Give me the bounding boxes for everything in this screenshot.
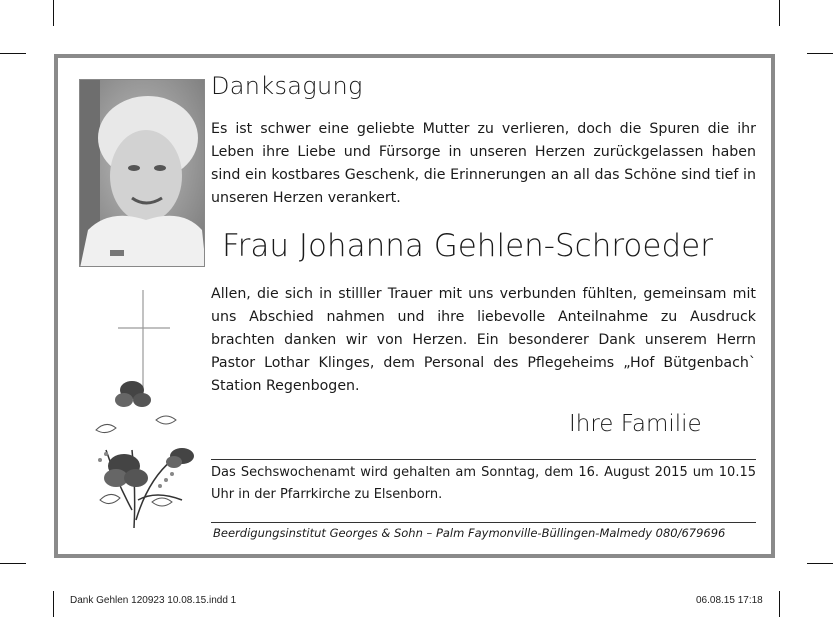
crop-mark xyxy=(0,563,26,564)
funeral-home-line: Beerdigungsinstitut Georges & Sohn – Palm Faymonville-Büllingen-Malmedy 080/679696 xyxy=(213,526,726,540)
deceased-name: Frau Johanna Gehlen-Schroeder xyxy=(222,228,713,264)
divider xyxy=(211,522,756,523)
mass-notice: Das Sechswochenamt wird gehalten am Sonntag, dem 16. August 2015 um 10.15 Uhr in der Pfarrkirche zu Elsenborn. xyxy=(211,465,756,502)
crop-mark xyxy=(779,591,780,617)
portrait-photo xyxy=(79,79,205,267)
thanks-paragraph: Allen, die sich in stilller Trauer mit uns verbunden fühlten, gemeinsam mit uns Abschied nahmen und ihre liebevolle Anteilnahme zu Ausdruck brachten danken wir von Herzen. Ein besonderer Dank unserem Herrn Pastor Lothar Klinges, dem Personal des Pflegeheims „Hof Bütgenbach` Station Regenbogen. xyxy=(211,286,756,394)
crop-mark xyxy=(807,53,833,54)
crop-mark xyxy=(779,0,780,26)
heading: Danksagung xyxy=(211,72,363,100)
crop-mark xyxy=(807,563,833,564)
crop-mark xyxy=(53,591,54,617)
flower-bouquet-icon xyxy=(86,370,198,530)
crop-mark xyxy=(53,0,54,26)
intro-paragraph: Es ist schwer eine geliebte Mutter zu verlieren, doch die Spuren die ihr Leben ihre Liebe und Fürsorge in unseren Herzen zurückgelassen haben sind ein kostbares Geschenk, die Erinnerungen an all das Schöne sind tief in unseren Herzen verankert. xyxy=(211,121,756,206)
divider xyxy=(211,459,756,460)
crop-mark xyxy=(0,53,26,54)
print-slug-file: Dank Gehlen 120923 10.08.15.indd 1 xyxy=(70,595,237,606)
print-slug-timestamp: 06.08.15 17:18 xyxy=(696,595,763,606)
signature: Ihre Familie xyxy=(569,411,702,437)
